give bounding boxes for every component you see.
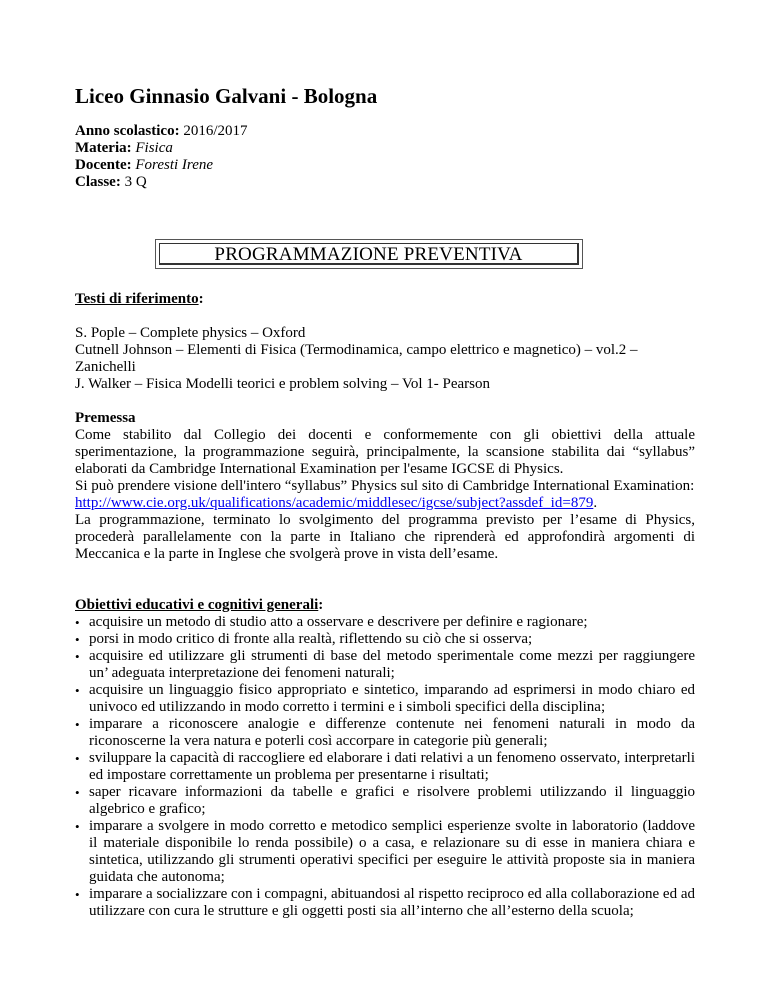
testi-line: J. Walker – Fisica Modelli teorici e problem solving – Vol 1- Pearson xyxy=(75,376,490,392)
list-item-text: imparare a svolgere in modo corretto e metodico semplici esperienze svolte in laboratorio (laddove il materiale disponibile lo renda possibile) o a casa, e relazionare su di esse in maniera chiara e sintetica, utilizzando gli strumenti operativi specifici per eseguire le attività proposte sia in maniera guidata che autonoma; xyxy=(89,818,695,885)
meta-classe xyxy=(75,174,248,191)
list-item xyxy=(75,648,695,682)
bullet-icon: • xyxy=(75,785,80,800)
bullet-icon: • xyxy=(75,615,80,630)
bullet-icon: • xyxy=(75,649,80,664)
page-title: Liceo Ginnasio Galvani - Bologna xyxy=(75,84,378,108)
testi-line: S. Pople – Complete physics – Oxford xyxy=(75,325,306,341)
obiettivi-heading-label: Obiettivi educativi e cognitivi generali xyxy=(75,597,319,613)
list-item-text: imparare a socializzare con i compagni, abituandosi al rispetto reciproco ed alla collaborazione ed ad utilizzare con cura le strutture e gli oggetti posti sia all’interno che all’esterno della scuola; xyxy=(89,886,695,919)
list-item-text: porsi in modo critico di fronte alla realtà, riflettendo su ciò che si osserva; xyxy=(89,631,533,647)
meta-anno-value: 2016/2017 xyxy=(179,123,248,139)
obiettivi-list xyxy=(75,614,695,920)
bullet-icon: • xyxy=(75,717,80,732)
testi-heading-label: Testi di riferimento xyxy=(75,291,199,307)
premessa-paragraph: Si può prendere visione dell'intero “syllabus” Physics sul sito di Cambridge International Examination: xyxy=(75,478,695,494)
bullet-icon: • xyxy=(75,819,80,834)
meta-anno-label: Anno scolastico: xyxy=(75,123,180,139)
list-item xyxy=(75,631,695,648)
list-item-text: acquisire un metodo di studio atto a osservare e descrivere per definire e ragionare; xyxy=(89,614,588,630)
list-item-text: imparare a riconoscere analogie e differenze contenute nei fenomeni naturali in modo da riconoscerne la vera natura e poterli così accorpare in categorie più generali; xyxy=(89,716,695,749)
testi-line: Zanichelli xyxy=(75,359,136,375)
testi-line: Cutnell Johnson – Elementi di Fisica (Termodinamica, campo elettrico e magnetico) – vol.2 – xyxy=(75,342,638,358)
list-item xyxy=(75,886,695,920)
meta-docente-value: Foresti Irene xyxy=(131,157,214,173)
list-item-text: saper ricavare informazioni da tabelle e grafici e risolvere problemi utilizzando il linguaggio algebrico e grafico; xyxy=(89,784,695,817)
list-item-text: sviluppare la capacità di raccogliere ed elaborare i dati relativi a un fenomeno osservato, interpretarli ed impostare correttamente un problema per presentarne i risultati; xyxy=(89,750,695,783)
list-item xyxy=(75,784,695,818)
meta-materia-value: Fisica xyxy=(131,140,173,156)
obiettivi-heading xyxy=(75,597,695,614)
programmazione-banner xyxy=(155,239,583,269)
meta-materia xyxy=(75,140,248,157)
list-item xyxy=(75,614,695,631)
cie-link-line xyxy=(75,495,695,512)
list-item xyxy=(75,818,695,886)
list-item xyxy=(75,716,695,750)
list-item xyxy=(75,682,695,716)
link-period: . xyxy=(593,495,598,511)
meta-classe-label: Classe: xyxy=(75,174,121,190)
premessa-paragraph: La programmazione, terminato lo svolgimento del programma previsto per l’esame di Physics, procederà parallelamente con la parte in Italiano che riprenderà ed approfondirà argomenti di Meccanica e la parte in Inglese che svolgerà prove in vista dell’esame. xyxy=(75,512,695,562)
obiettivi-section xyxy=(75,597,695,920)
meta-docente xyxy=(75,157,248,174)
premessa-section xyxy=(75,410,695,563)
list-item-text: acquisire un linguaggio fisico appropriato e sintetico, imparando ad esprimersi in modo chiaro ed univoco ed utilizzando in modo corretto i termini e i simboli specifici della disciplina; xyxy=(89,682,695,715)
bullet-icon: • xyxy=(75,887,80,902)
bullet-icon: • xyxy=(75,751,80,766)
meta-anno xyxy=(75,123,248,140)
meta-docente-label: Docente: xyxy=(75,157,132,173)
premessa-heading: Premessa xyxy=(75,410,136,426)
banner-title: PROGRAMMAZIONE PREVENTIVA xyxy=(159,243,579,265)
testi-heading xyxy=(75,291,695,308)
course-meta xyxy=(75,123,248,191)
obiettivi-heading-colon: : xyxy=(318,597,324,613)
cie-syllabus-link[interactable]: http://www.cie.org.uk/qualifications/academic/middlesec/igcse/subject?assdef_id=879 xyxy=(75,495,594,511)
bullet-icon: • xyxy=(75,683,80,698)
testi-section xyxy=(75,291,695,393)
testi-heading-colon: : xyxy=(198,291,204,307)
list-item-text: acquisire ed utilizzare gli strumenti di base del metodo sperimentale come mezzi per raggiungere un’ adeguata interpretazione dei fenomeni naturali; xyxy=(89,648,695,681)
meta-materia-label: Materia: xyxy=(75,140,132,156)
premessa-paragraph: Come stabilito dal Collegio dei docenti e conformemente con gli obiettivi della attuale sperimentazione, la programmazione seguirà, principalmente, la scansione stabilita dai “syllabus” elaborati da Cambridge International Examination per l'esame IGCSE di Physics. xyxy=(75,427,695,477)
list-item xyxy=(75,750,695,784)
bullet-icon: • xyxy=(75,632,80,647)
meta-classe-value: 3 Q xyxy=(120,174,147,190)
